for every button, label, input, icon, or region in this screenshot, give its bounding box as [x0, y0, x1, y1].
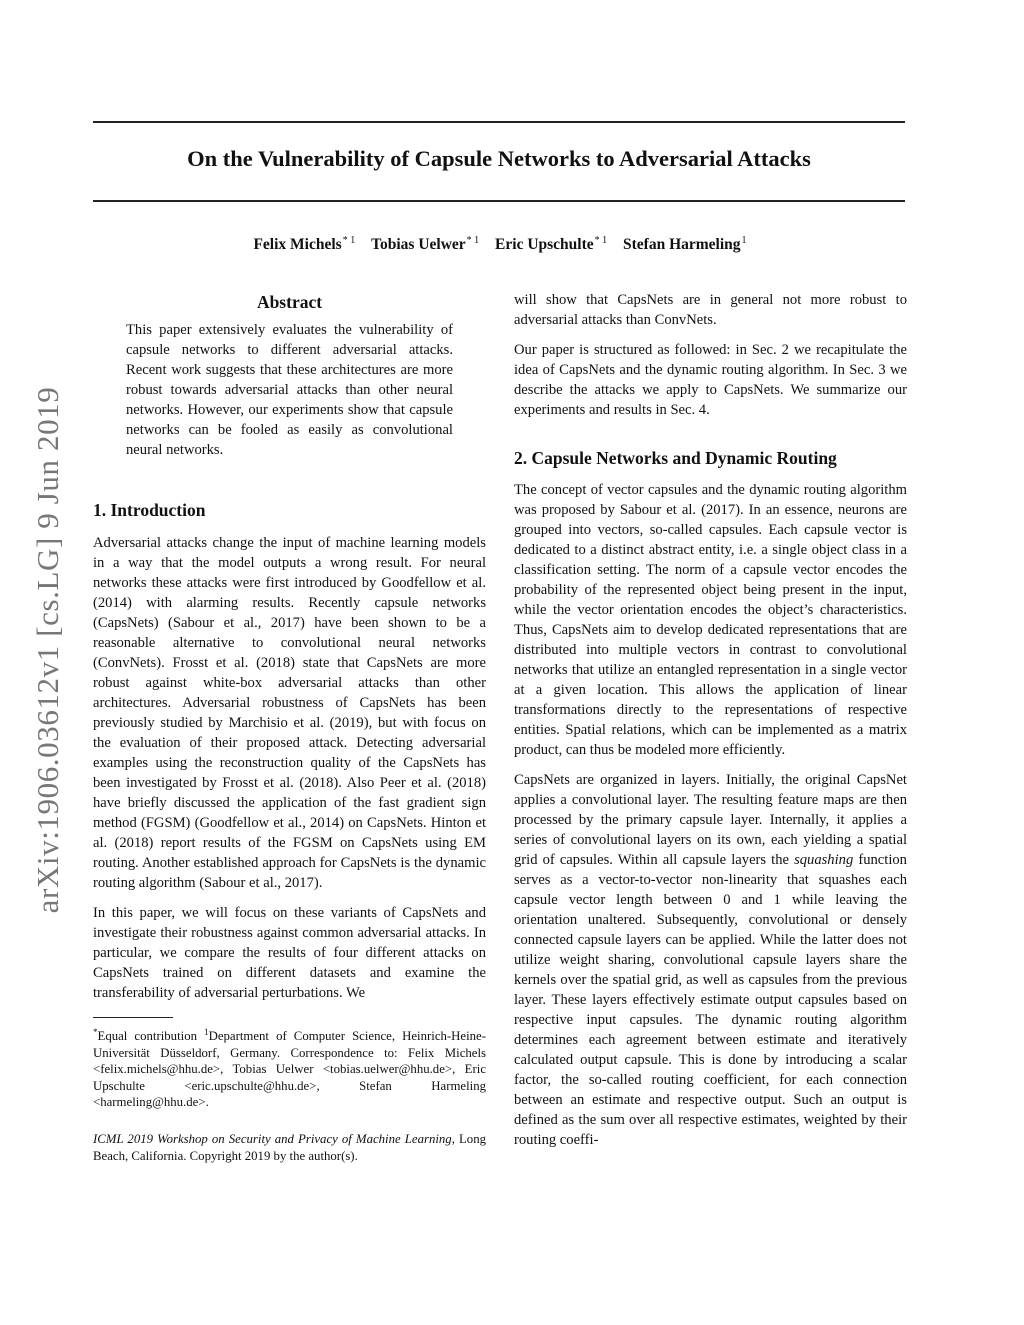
capsule-concept-paragraph: The concept of vector capsules and the dynamic routing algorithm was proposed by Sabour et al. (2017). In an essence, neurons are grouped into vectors, so-called capsules. Each capsule vector is dedicated to a distinct abstract entity, i.e. a single object class in a classification setting. The norm of a capsule vector encodes the probability of the represented object being present in the input, while the vector orientation encodes the object’s characteristics. Thus, CapsNets aim to develop dedicated representations that are distributed into multiple vectors in contrast to convolutional networks that utilize an entangled representation in a single vector at a given location. This allows the application of linear transformations directly to the representations of respective entities. Spatial relations, which can be implemented as a matrix product, can thus be modeled more efficiently.: [514, 482, 907, 758]
intro-paragraph-1: Adversarial attacks change the input of machine learning models in a way that the model outputs a wrong result. For neural networks these attacks were first introduced by Goodfellow et al. (2014) with alarming results. Recently capsule networks (CapsNets) (Sabour et al., 2017) have been shown to be a reasonable alternative to convolutional neural networks (ConvNets). Frosst et al. (2018) state that CapsNets are more robust against white-box adversarial attacks than other architectures. Adversarial robustness of CapsNets has been previously studied by Marchisio et al. (2019), but with focus on the evaluation of their proposed attack. Detecting adversarial examples using the reconstruction quality of the CapsNets has been investigated by Frosst et al. (2018). Also Peer et al. (2018) have briefly discussed the application of the fast gradient sign method (FGSM) (Goodfellow et al., 2014) on CapsNets. Hinton et al. (2018) report results of the FGSM on CapsNets using EM routing. Another established approach for CapsNets is the dynamic routing algorithm (Sabour et al., 2017).: [93, 535, 486, 891]
section-heading-capsule-networks: 2. Capsule Networks and Dynamic Routing: [514, 448, 837, 468]
footnote-affiliations: *Equal contribution $^1$Department of Computer Science, Heinrich-Heine-Universität Düsseldorf, Germany. Correspondence to: Felix Michels <felix.michels@hhu.de>, Tobias Uelwer <tobias.uelwer@hhu.de>, Eric Upschulte <eric.upschulte@hhu.de>, Stefan Harmeling <harmeling@hhu.de>.: [93, 1027, 486, 1110]
abstract-heading: Abstract: [256, 292, 323, 312]
paper-title: On the Vulnerability of Capsule Networks to Adversarial Attacks: [187, 146, 811, 171]
arxiv-watermark: arXiv:1906.03612v1 [cs.LG] 9 Jun 2019: [30, 386, 65, 914]
author-name: Eric Upschulte$^{* 1}$: [495, 235, 608, 253]
author-name: Tobias Uelwer$^{* 1}$: [371, 235, 480, 253]
footnote-venue: ICML 2019 Workshop on Security and Privacy of Machine Learning, Long Beach, California. Copyright 2019 by the author(s).: [93, 1131, 486, 1163]
section-heading-introduction: 1. Introduction: [93, 500, 206, 520]
capsule-layers-paragraph: CapsNets are organized in layers. Initially, the original CapsNet applies a convolutional layer. The resulting feature maps are then processed by the primary capsule layer. Internally, it applies a series of convolutional layers on its own, each yielding a spatial grid of capsules. Within all capsule layers the squashing function serves as a vector-to-vector non-linearity that squashes each capsule vector length between 0 and 1 while leaving the orientation unaltered. Subsequently, convolutional or densely connected capsule layers can be applied. While the latter does not utilize weight sharing, convolutional capsule layers share the kernels over the spatial grid, as well as capsules from the previous layer. These layers effectively estimate output capsules based on respective input capsules. The dynamic routing algorithm determines each agreement between estimate and iteratively calculated output capsule. This is done by introducing a scalar factor, the so-called routing coefficient, for each connection between an estimate and respective output. Such an output is defined as the sum over all respective estimates, weighted by their routing coeffi-: [514, 772, 907, 1148]
author-list: [0, 235, 1000, 254]
footnote-rule: [93, 1017, 173, 1018]
intro-paragraph-continued: will show that CapsNets are in general not more robust to adversarial attacks than ConvNets.: [514, 292, 907, 328]
intro-paragraph-2: In this paper, we will focus on these variants of CapsNets and investigate their robustness against common adversarial attacks. In particular, we compare the results of four different attacks on CapsNets trained on different datasets and examine the transferability of adversarial perturbations. We: [93, 905, 486, 1001]
abstract-text: This paper extensively evaluates the vulnerability of capsule networks to different adversarial attacks. Recent work suggests that these architectures are more robust towards adversarial attacks than other neural networks. However, our experiments show that capsule networks can be fooled as easily as convolutional neural networks.: [126, 322, 453, 458]
right-column: [514, 290, 907, 1160]
left-column: [93, 290, 486, 1164]
title-bottom-rule: [93, 200, 905, 202]
author-name: Felix Michels$^{* 1}$: [253, 235, 356, 253]
paper-structure-paragraph: Our paper is structured as followed: in Sec. 2 we recapitulate the idea of CapsNets and the dynamic routing algorithm. In Sec. 3 we describe the attacks we apply to CapsNets. We summarize our experiments and results in Sec. 4.: [514, 342, 907, 418]
author-name: Stefan Harmeling$^1$: [623, 235, 747, 253]
top-rule: [93, 121, 905, 123]
